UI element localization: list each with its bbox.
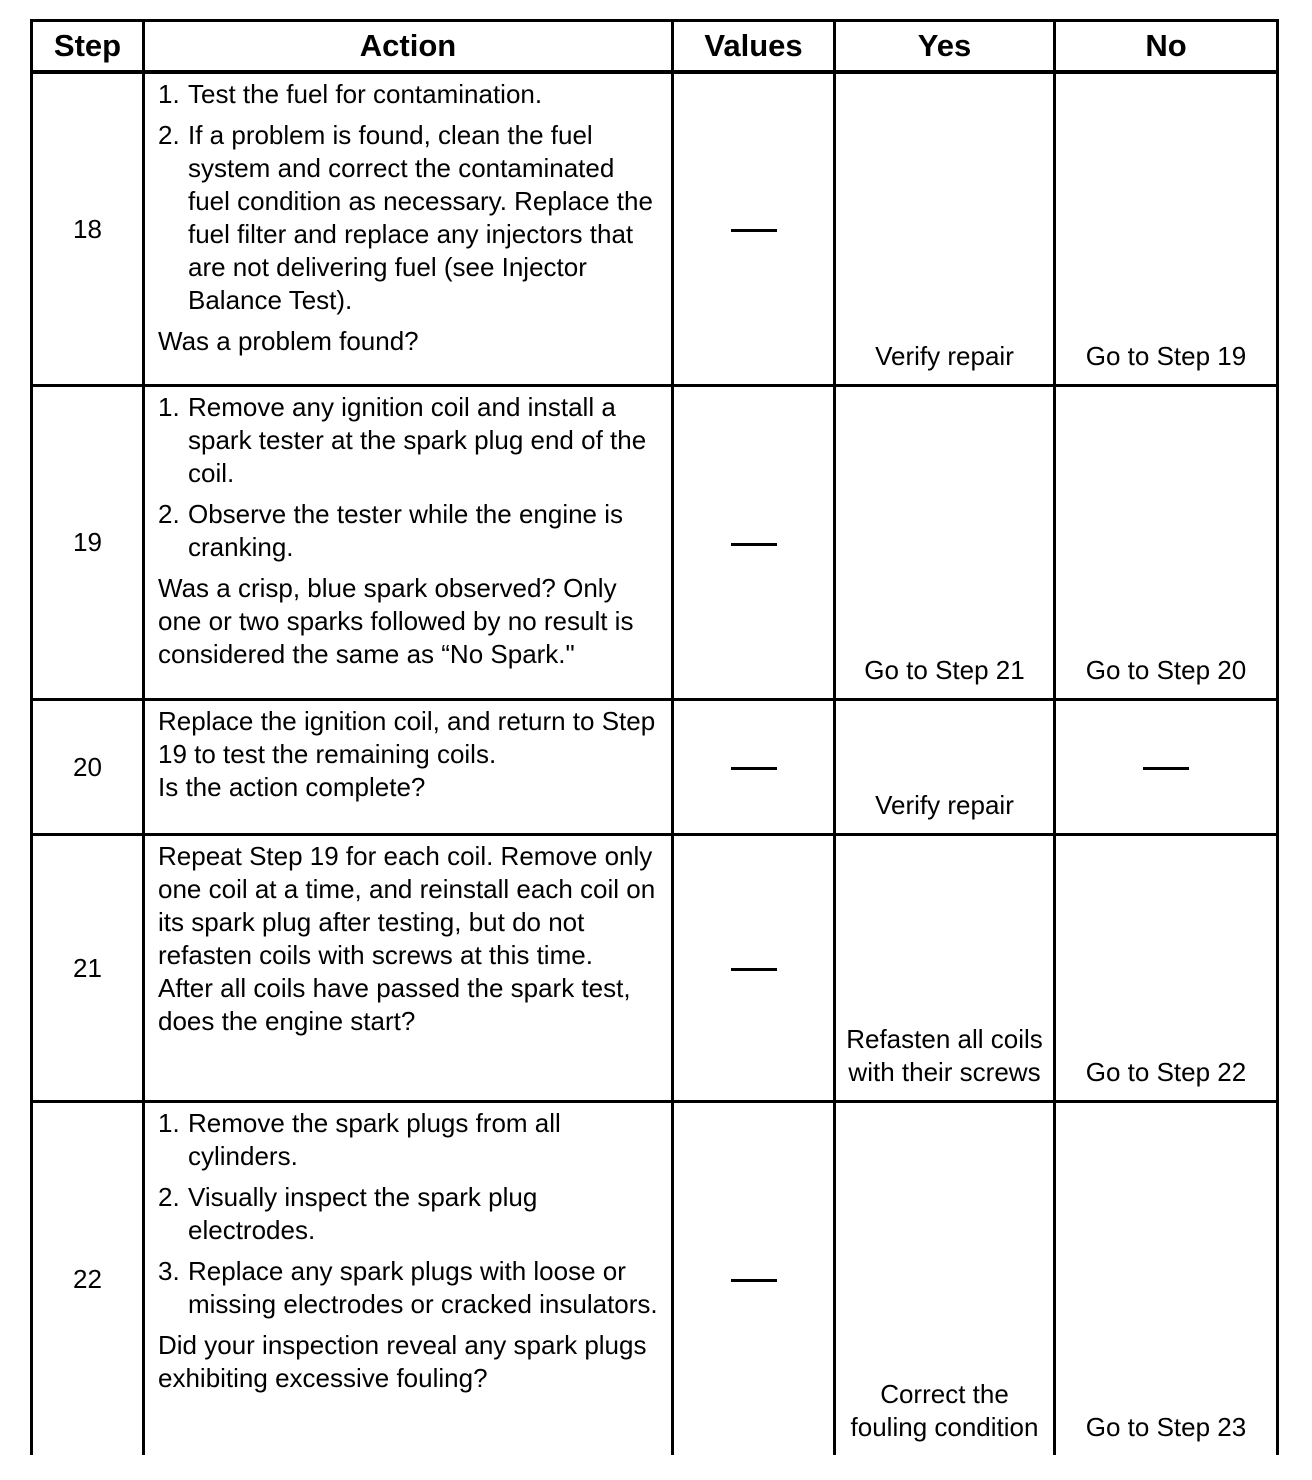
action-question: Did your inspection reveal any spark plugs exhibiting excessive fouling?	[158, 1330, 647, 1393]
header-yes: Yes	[835, 21, 1055, 73]
step-number: 21	[32, 835, 144, 1102]
action-cell	[144, 72, 673, 386]
action-question: Is the action complete?	[158, 772, 426, 802]
yes-result: Correct the fouling condition	[835, 1102, 1055, 1456]
table-header-row	[32, 21, 1278, 73]
table-row-step-22	[32, 1102, 1278, 1456]
diagnostic-table	[30, 19, 1279, 1455]
step-number: 19	[32, 386, 144, 700]
empty-dash	[731, 767, 777, 770]
action-cell	[144, 835, 673, 1102]
values-cell	[673, 700, 835, 835]
values-cell	[673, 72, 835, 386]
yes-result: Refasten all coils with their screws	[835, 835, 1055, 1102]
action-line: Replace the ignition coil, and return to Step 19 to test the remaining coils.	[158, 706, 656, 769]
empty-dash	[731, 543, 777, 546]
no-result: Go to Step 23	[1055, 1102, 1278, 1456]
table-row-step-21	[32, 835, 1278, 1102]
yes-result: Go to Step 21	[835, 386, 1055, 700]
action-question: After all coils have passed the spark test, does the engine start?	[158, 973, 631, 1036]
no-result: Go to Step 20	[1055, 386, 1278, 700]
values-cell	[673, 1102, 835, 1456]
values-cell	[673, 386, 835, 700]
header-no: No	[1055, 21, 1278, 73]
yes-result: Verify repair	[835, 72, 1055, 386]
action-item: 1. Test the fuel for contamination.	[158, 79, 543, 109]
action-item: 1. Remove any ignition coil and install a spark tester at the spark plug end of the coil.	[158, 392, 647, 488]
action-item: 1. Remove the spark plugs from all cylinders.	[158, 1108, 561, 1171]
step-number: 18	[32, 72, 144, 386]
no-result: Go to Step 22	[1055, 835, 1278, 1102]
empty-dash	[731, 1279, 777, 1282]
no-result	[1055, 700, 1278, 835]
table-row-step-18	[32, 72, 1278, 386]
action-cell	[144, 700, 673, 835]
action-item: 2. Observe the tester while the engine is cranking.	[158, 499, 624, 562]
empty-dash	[731, 229, 777, 232]
action-question: Was a problem found?	[158, 326, 419, 356]
table-row-step-19	[32, 386, 1278, 700]
action-line: Repeat Step 19 for each coil. Remove only one coil at a time, and reinstall each coil on its spark plug after testing, but do not refasten coils with screws at this time.	[158, 841, 656, 970]
no-result: Go to Step 19	[1055, 72, 1278, 386]
action-cell	[144, 386, 673, 700]
header-action: Action	[144, 21, 673, 73]
action-cell	[144, 1102, 673, 1456]
header-step: Step	[32, 21, 144, 73]
action-item: 2. If a problem is found, clean the fuel system and correct the contaminated fuel condition as necessary. Replace the fuel filter and replace any injectors that are not delivering fuel (see Injector Balance Test).	[158, 120, 653, 315]
header-values: Values	[673, 21, 835, 73]
step-number: 22	[32, 1102, 144, 1456]
values-cell	[673, 835, 835, 1102]
action-item: 3. Replace any spark plugs with loose or missing electrodes or cracked insulators.	[158, 1256, 658, 1319]
yes-result: Verify repair	[835, 700, 1055, 835]
table-row-step-20	[32, 700, 1278, 835]
step-number: 20	[32, 700, 144, 835]
empty-dash	[731, 968, 777, 971]
action-question: Was a crisp, blue spark observed? Only one or two sparks followed by no result is considered the same as “No Spark."	[158, 573, 634, 669]
empty-dash	[1143, 767, 1189, 770]
action-item: 2. Visually inspect the spark plug electrodes.	[158, 1182, 538, 1245]
